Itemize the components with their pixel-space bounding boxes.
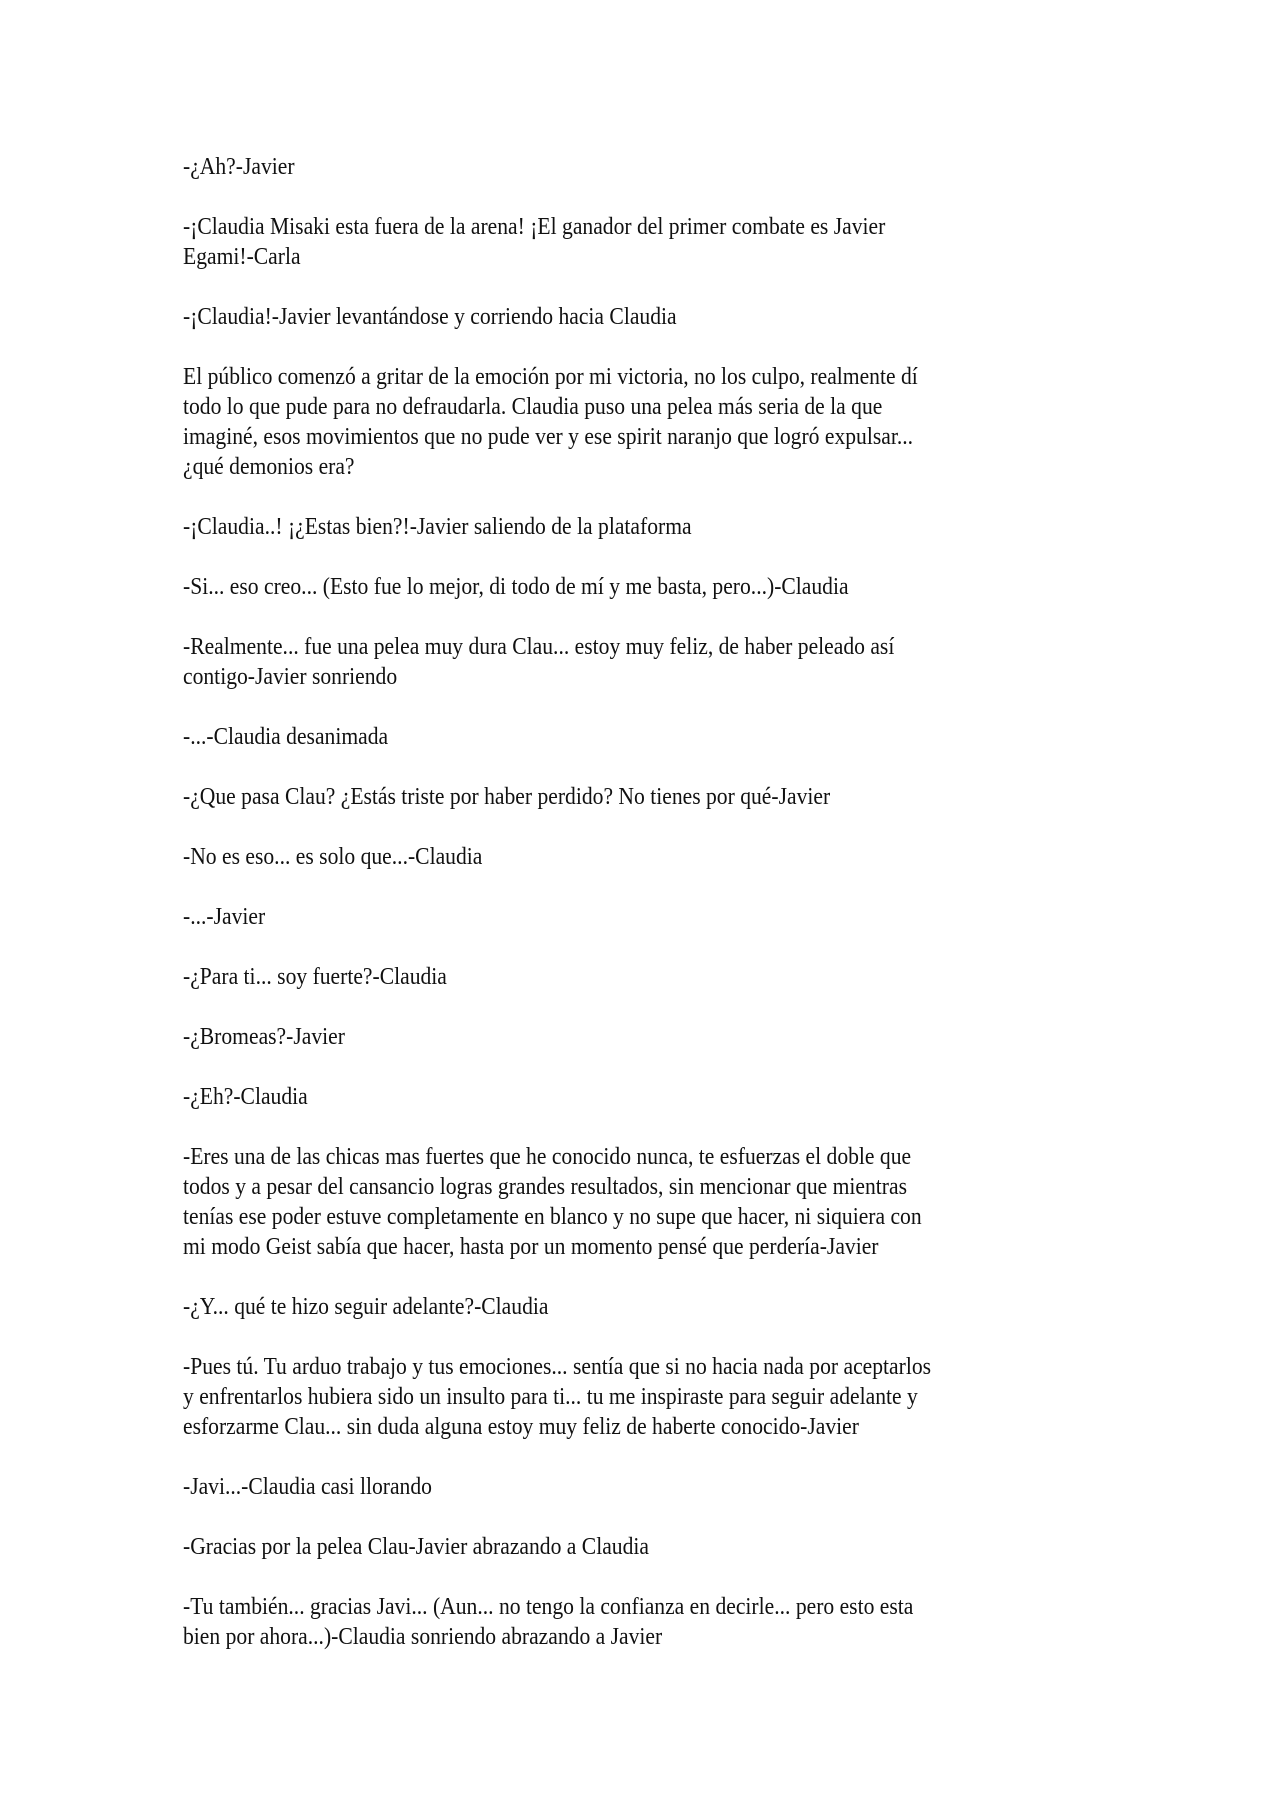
text-line: -¿Eh?-Claudia bbox=[183, 1084, 308, 1110]
text-line: bien por ahora...)-Claudia sonriendo abrazando a Javier bbox=[183, 1624, 663, 1650]
text-line: -¿Que pasa Clau? ¿Estás triste por haber perdido? No tienes por qué-Javier bbox=[183, 784, 831, 810]
text-line: -No es eso... es solo que...-Claudia bbox=[183, 844, 483, 870]
paragraph bbox=[183, 782, 830, 812]
paragraph bbox=[183, 1472, 432, 1502]
text-line: -Realmente... fue una pelea muy dura Clau... estoy muy feliz, de haber peleado así bbox=[183, 634, 895, 660]
text-line: esforzarme Clau... sin duda alguna estoy muy feliz de haberte conocido-Javier bbox=[183, 1414, 859, 1440]
paragraph bbox=[183, 302, 677, 332]
text-line: -¿Ah?-Javier bbox=[183, 154, 295, 180]
paragraph bbox=[183, 152, 295, 182]
text-line: tenías ese poder estuve completamente en blanco y no supe que hacer, ni siquiera con bbox=[183, 1204, 922, 1230]
paragraph bbox=[183, 572, 849, 602]
text-line: contigo-Javier sonriendo bbox=[183, 664, 398, 690]
text-line: ¿qué demonios era? bbox=[183, 454, 355, 480]
paragraph bbox=[183, 1142, 922, 1262]
paragraph bbox=[183, 1592, 913, 1652]
text-line: Egami!-Carla bbox=[183, 244, 301, 270]
paragraph bbox=[183, 1352, 931, 1442]
paragraph bbox=[183, 362, 918, 482]
text-line: -¿Para ti... soy fuerte?-Claudia bbox=[183, 964, 447, 990]
text-line: -¡Claudia!-Javier levantándose y corriendo hacia Claudia bbox=[183, 304, 677, 330]
paragraph bbox=[183, 1082, 308, 1112]
text-line: -Pues tú. Tu arduo trabajo y tus emociones... sentía que si no hacia nada por aceptarlos bbox=[183, 1354, 932, 1380]
text-line: -Eres una de las chicas mas fuertes que he conocido nunca, te esfuerzas el doble que bbox=[183, 1144, 912, 1170]
paragraph bbox=[183, 902, 265, 932]
text-line: todo lo que pude para no defraudarla. Claudia puso una pelea más seria de la que bbox=[183, 394, 883, 420]
paragraph bbox=[183, 632, 894, 692]
paragraph bbox=[183, 1022, 345, 1052]
text-line: todos y a pesar del cansancio logras grandes resultados, sin mencionar que mientras bbox=[183, 1174, 907, 1200]
text-line: -Si... eso creo... (Esto fue lo mejor, di todo de mí y me basta, pero...)-Claudia bbox=[183, 574, 849, 600]
text-line: mi modo Geist sabía que hacer, hasta por un momento pensé que perdería-Javier bbox=[183, 1234, 879, 1260]
text-line: -¿Y... qué te hizo seguir adelante?-Claudia bbox=[183, 1294, 549, 1320]
text-line: -¡Claudia Misaki esta fuera de la arena! ¡El ganador del primer combate es Javier bbox=[183, 214, 886, 240]
text-line: -Gracias por la pelea Clau-Javier abrazando a Claudia bbox=[183, 1534, 649, 1560]
paragraph bbox=[183, 1532, 649, 1562]
text-line: -Tu también... gracias Javi... (Aun... no tengo la confianza en decirle... pero esto esta bbox=[183, 1594, 914, 1620]
text-line: -Javi...-Claudia casi llorando bbox=[183, 1474, 432, 1500]
text-line: -...-Claudia desanimada bbox=[183, 724, 389, 750]
text-line: -...-Javier bbox=[183, 904, 266, 930]
text-line: -¿Bromeas?-Javier bbox=[183, 1024, 345, 1050]
text-line: El público comenzó a gritar de la emoción por mi victoria, no los culpo, realmente dí bbox=[183, 364, 918, 390]
paragraph bbox=[183, 212, 885, 272]
paragraph bbox=[183, 722, 388, 752]
text-line: y enfrentarlos hubiera sido un insulto para ti... tu me inspiraste para seguir adelante y bbox=[183, 1384, 918, 1410]
paragraph bbox=[183, 962, 447, 992]
text-line: -¡Claudia..! ¡¿Estas bien?!-Javier saliendo de la plataforma bbox=[183, 514, 692, 540]
paragraph bbox=[183, 512, 692, 542]
paragraph bbox=[183, 1292, 548, 1322]
text-line: imaginé, esos movimientos que no pude ver y ese spirit naranjo que logró expulsar... bbox=[183, 424, 914, 450]
paragraph bbox=[183, 842, 482, 872]
